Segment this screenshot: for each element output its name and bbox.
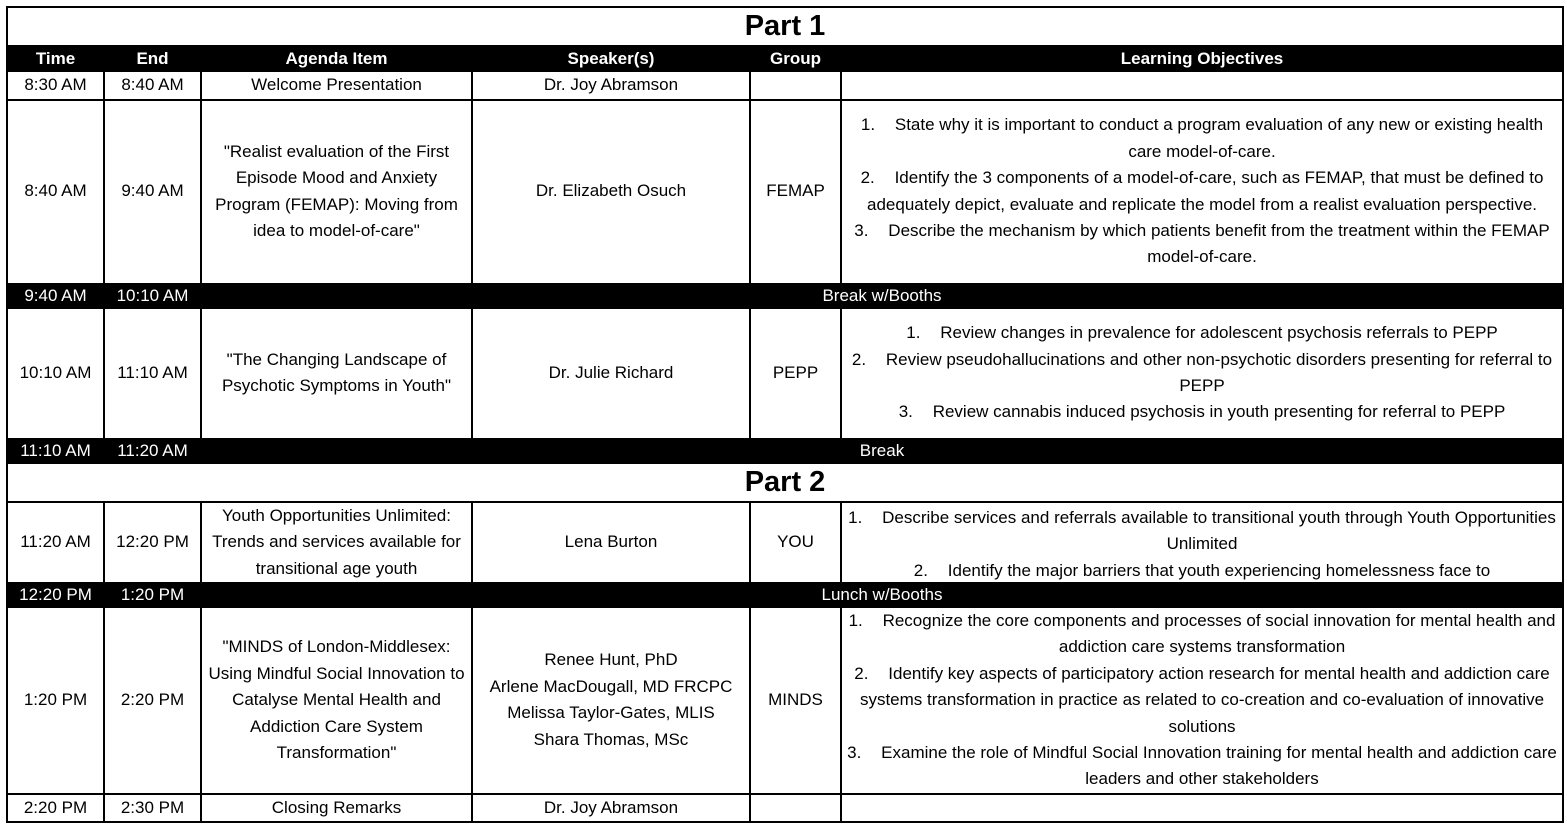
end-time: 2:20 PM xyxy=(104,607,201,794)
objective-text: Examine the role of Mindful Social Innovation training for mental health and addiction care leaders and other stakeholders xyxy=(881,743,1557,789)
objective-item xyxy=(845,165,1559,218)
start-time: 12:20 PM xyxy=(7,583,104,607)
objective-text: Review changes in prevalence for adolescent psychosis referrals to PEPP xyxy=(940,323,1498,343)
group xyxy=(750,794,841,823)
group: PEPP xyxy=(750,308,841,439)
start-time: 10:10 AM xyxy=(7,308,104,439)
speaker: Shara Thomas, MSc xyxy=(533,729,689,749)
objective-text: Identify key aspects of participatory action research for mental health and addiction care systems transformation in practice as related to co-creation and co-evaluation of innovative solutions xyxy=(859,663,1550,736)
agenda-row-pepp xyxy=(7,308,1563,439)
objective-number: 2. xyxy=(851,349,867,369)
agenda-row-you xyxy=(7,502,1563,584)
objective-item xyxy=(845,558,1559,580)
speaker: Dr. Julie Richard xyxy=(472,308,750,439)
end-time: 2:30 PM xyxy=(104,794,201,823)
agenda-item: Welcome Presentation xyxy=(201,71,472,100)
objective-number: 1. xyxy=(906,323,921,343)
start-time: 8:40 AM xyxy=(7,100,104,284)
agenda-row-femap xyxy=(7,100,1563,284)
speaker: Dr. Joy Abramson xyxy=(472,71,750,100)
start-time: 2:20 PM xyxy=(7,794,104,823)
agenda-item: "Realist evaluation of the First Episode Mood and Anxiety Program (FEMAP): Moving from idea to model-of-care" xyxy=(201,100,472,284)
speaker: Dr. Elizabeth Osuch xyxy=(472,100,750,284)
objective-item xyxy=(845,505,1559,558)
group: MINDS xyxy=(750,607,841,794)
objective-text: State why it is important to conduct a program evaluation of any new or existing health care model-of-care. xyxy=(894,115,1544,161)
agenda-row-minds xyxy=(7,607,1563,794)
column-header-agenda-item: Agenda Item xyxy=(201,46,472,71)
objective-text: Review pseudohallucinations and other non-psychotic disorders presenting for referral to PEPP xyxy=(885,349,1553,395)
objective-text: Identify the 3 components of a model-of-care, such as FEMAP, that must be defined to adequately depict, evaluate and replicate the model from a realist evaluation perspective. xyxy=(867,168,1544,214)
learning-objectives xyxy=(841,308,1563,439)
start-time: 8:30 AM xyxy=(7,71,104,100)
break-label: Break xyxy=(201,439,1563,463)
agenda-item: Closing Remarks xyxy=(201,794,472,823)
column-header-speakers: Speaker(s) xyxy=(472,46,750,71)
speaker-list xyxy=(472,607,750,794)
agenda-item: Youth Opportunities Unlimited: Trends and services available for transitional age youth xyxy=(201,502,472,584)
objective-item xyxy=(845,608,1559,661)
objective-number: 1. xyxy=(860,115,876,135)
end-time: 12:20 PM xyxy=(104,502,201,584)
part-2-title-row xyxy=(7,463,1563,502)
group: YOU xyxy=(750,502,841,584)
learning-objectives xyxy=(841,502,1563,584)
objective-text: Identify the major barriers that youth experiencing homelessness face to xyxy=(947,560,1491,580)
end-time: 9:40 AM xyxy=(104,100,201,284)
end-time: 11:20 AM xyxy=(104,439,201,463)
end-time: 1:20 PM xyxy=(104,583,201,607)
part-1-title-row xyxy=(7,7,1563,46)
objective-item xyxy=(845,399,1559,425)
objectives-clip xyxy=(845,505,1559,580)
objective-number: 1. xyxy=(848,611,863,630)
break-row xyxy=(7,439,1563,463)
objective-text: Describe services and referrals available to transitional youth through Youth Opportunities Unlimited xyxy=(882,507,1556,554)
objective-number: 3. xyxy=(854,220,869,240)
speaker: Renee Hunt, PhD xyxy=(544,650,678,670)
part-1-title: Part 1 xyxy=(7,7,1563,46)
objective-number: 3. xyxy=(898,402,913,422)
column-header-group: Group xyxy=(750,46,841,71)
speaker: Arlene MacDougall, MD FRCPC xyxy=(489,676,733,696)
break-row-booths xyxy=(7,284,1563,308)
speaker: Lena Burton xyxy=(472,502,750,584)
objective-number: 2. xyxy=(860,168,875,188)
objective-number: 1. xyxy=(848,507,863,527)
objective-item xyxy=(845,218,1559,271)
speaker: Melissa Taylor-Gates, MLIS xyxy=(507,703,715,723)
objective-number: 2. xyxy=(854,663,869,683)
learning-objectives xyxy=(841,100,1563,284)
objective-number: 2. xyxy=(913,560,928,580)
column-header-end: End xyxy=(104,46,201,71)
agenda-table xyxy=(6,6,1564,823)
objective-item xyxy=(845,112,1559,165)
agenda-row-welcome xyxy=(7,71,1563,100)
lunch-row xyxy=(7,583,1563,607)
objective-number: 3. xyxy=(847,743,862,763)
learning-objectives xyxy=(841,607,1563,794)
objective-item xyxy=(845,347,1559,400)
objective-text: Recognize the core components and processes of social innovation for mental health and addiction care systems transformation xyxy=(882,611,1556,657)
start-time: 11:20 AM xyxy=(7,502,104,584)
column-header-learning-objectives: Learning Objectives xyxy=(841,46,1563,71)
learning-objectives xyxy=(841,794,1563,823)
start-time: 1:20 PM xyxy=(7,607,104,794)
objective-item xyxy=(845,661,1559,740)
start-time: 11:10 AM xyxy=(7,439,104,463)
group: FEMAP xyxy=(750,100,841,284)
part-2-title: Part 2 xyxy=(7,463,1563,502)
agenda-row-closing xyxy=(7,794,1563,823)
group xyxy=(750,71,841,100)
break-label: Lunch w/Booths xyxy=(201,583,1563,607)
agenda-item: "The Changing Landscape of Psychotic Symptoms in Youth" xyxy=(201,308,472,439)
speaker: Dr. Joy Abramson xyxy=(472,794,750,823)
break-label: Break w/Booths xyxy=(201,284,1563,308)
end-time: 8:40 AM xyxy=(104,71,201,100)
end-time: 10:10 AM xyxy=(104,284,201,308)
start-time: 9:40 AM xyxy=(7,284,104,308)
objective-item xyxy=(845,320,1559,346)
agenda-item: "MINDS of London-Middlesex: Using Mindful Social Innovation to Catalyse Mental Health and Addiction Care System Transformation" xyxy=(201,607,472,794)
objective-text: Describe the mechanism by which patients benefit from the treatment within the FEMAP model-of-care. xyxy=(888,220,1550,267)
learning-objectives xyxy=(841,71,1563,100)
end-time: 11:10 AM xyxy=(104,308,201,439)
column-header-time: Time xyxy=(7,46,104,71)
objective-text: Review cannabis induced psychosis in youth presenting for referral to PEPP xyxy=(932,402,1506,422)
column-header-row xyxy=(7,46,1563,71)
objective-item xyxy=(845,740,1559,793)
